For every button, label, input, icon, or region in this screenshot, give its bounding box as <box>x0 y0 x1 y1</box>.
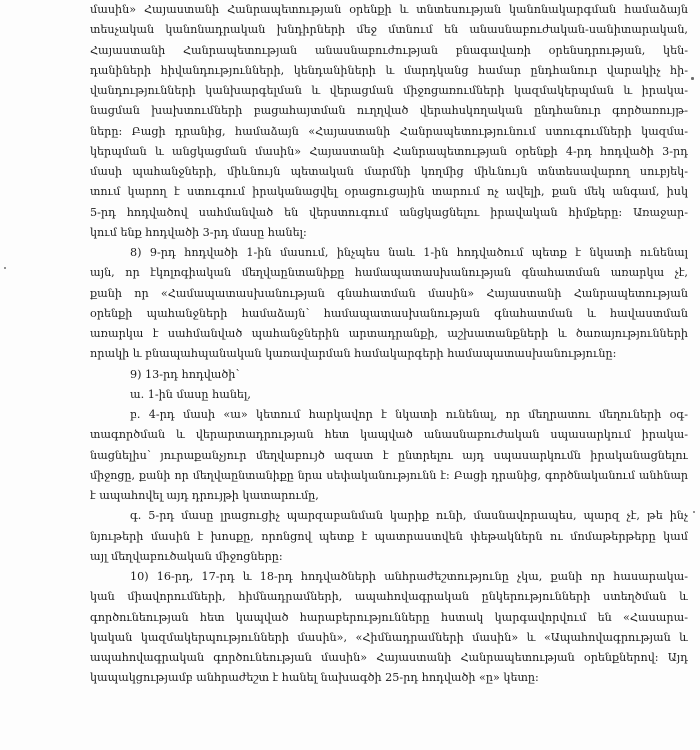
text-line: ները: Բացի դրանից, համաձայն «Հայաստանի Հանրապետությունում ստուգումների կազմա- <box>90 124 688 138</box>
text-line: գործունեության հետ կապված հարաբերությունները հստակ կարգավորվում են «Հասարա- <box>90 610 688 624</box>
text-line: մասի պահանջների, միևնույն պետական մարմնի կողմից միևնույն տնտեսավարող սուբյեկ- <box>90 165 688 178</box>
text-line: տեսչական կանոնադրական խնդիրների մեջ մտնում են անասնաբուժական-սանիտարական, <box>90 23 688 37</box>
paragraph <box>90 0 688 243</box>
text-line: կերպման և անցկացման մասին» Հայաստանի Հանրապետության օրենքի 4-րդ հոդվածի 3-րդ <box>90 144 688 158</box>
text-line: կապակցությամբ անհրաժեշտ է հանել նախագծի 25-րդ հոդվածի «ը» կետը: <box>90 671 539 685</box>
text-line: նյութերի մասին է խոսքը, որոնցով պետք է պատրաստվեն փեթակներն ու մոմաթերթերը կամ <box>90 529 688 543</box>
paragraph-item-8 <box>90 243 688 365</box>
text-line: դանիների հիվանդությունների, կենդանիների և մարդկանց համար ընդհանուր վարակիչ հի- <box>90 63 688 77</box>
text-line: ա. 1-ին մասը հանել, <box>130 387 251 401</box>
text-line: տագործման և վերարտադրության հետ կապված անասնաբուժական սպասարկում իրակա- <box>90 428 688 442</box>
text-line: այլ մեղվաբուծական միջոցները: <box>90 549 283 563</box>
text-line: ապահովագրական գործունեության մասին» Հայաստանի Հանրապետության օրենքներով: Այդ <box>90 651 688 664</box>
paragraph-sub-b <box>90 405 688 506</box>
scan-speck <box>693 511 695 513</box>
paragraph-sub-g <box>90 506 688 567</box>
text-line: կական կազմակերպությունների մասին», «Հիմնադրամների մասին» և «Ապահովագրության և <box>90 630 688 644</box>
text-line: 8) 9-րդ հոդվածի 1-ին մասում, ինչպես նաև 1-ին հոդվածում պետք է նկատի ունենալ <box>130 246 688 259</box>
paragraph-sub-a <box>90 385 688 405</box>
text-line: միջոցը, քանի որ մեղվաընտանիքը նրա սեփականությունն է: Բացի դրանից, գործնականում անհնար <box>90 468 688 482</box>
text-line: օրենքի պահանջների համաձայն՝ համապատասխանության գնահատման և հավաստման <box>90 306 688 320</box>
text-line: Հայաստանի Հանրապետության անասնաբուժության բնագավառի օրենսդրության, կեն- <box>90 43 688 57</box>
text-line: բ. 4-րդ մասի «ա» կետում հարկավոր է նկատի ունենալ, որ մեղրատու մեղուների օգ- <box>130 408 688 421</box>
text-line: տում կարող է ստուգում իրականացվել օրացուցային տարում ոչ ավելի, քան մեկ անգամ, իսկ <box>90 185 688 199</box>
text-line: մասին» Հայաստանի Հանրապետության օրենքի և տնտեսության կանոնակարգման համաձայն <box>90 3 688 16</box>
scan-speck <box>691 77 694 80</box>
text-line: 5-րդ հոդվածով սահմանված են վերստուգում անցկացնելու իրավական հիմքերը: Առաջար- <box>90 205 688 219</box>
paragraph-item-10 <box>90 567 688 689</box>
text-line: է ապահովել այդ դրույթի կատարումը, <box>90 489 319 502</box>
text-line: քանի որ «Համապատասխանության գնահատման մասին» Հայաստանի Հանրապետության <box>90 286 688 300</box>
text-line: կում ենք հոդվածի 3-րդ մասը հանել: <box>90 225 307 239</box>
text-line: առարկա է սահմանված պահանջներին արտադրանքի, աշխատանքների և ծառայությունների <box>90 327 688 340</box>
text-line: նացման խախտումների բացահայտման ուղղված վերահսկողական ընդհանուր գործառույթ- <box>90 104 688 118</box>
text-line: այն, որ էկոլոգիական մեղվաընտանիքը համապատասխանության գնահատման առարկա չէ, <box>90 266 688 280</box>
text-line: վանդությունների կանխարգելման և վերացման միջոցառումների կազմակերպման և իրակա- <box>90 84 688 97</box>
text-line: 9) 13-րդ հոդվածի՝ <box>130 367 240 381</box>
scan-speck <box>4 267 6 269</box>
text-line: որակի և բնապահպանական կառավարման համակարգերի համապատասխանությունը: <box>90 347 617 361</box>
text-line: նացնելիս՝ յուրաքանչյուր մեղվաբույծ ազատ է ընտրելու այդ սպասարկումն իրականացնելու <box>90 448 688 462</box>
paragraph-item-9 <box>90 365 688 385</box>
text-line: գ. 5-րդ մասը լրացուցիչ պարզաբանման կարիք ունի, մասնավորապես, պարզ չէ, թե ինչ <box>130 509 688 523</box>
document-body <box>90 0 688 689</box>
text-line: 10) 16-րդ, 17-րդ և 18-րդ հոդվածների անհրաժեշտությունը չկա, քանի որ հասարակա- <box>130 570 688 583</box>
text-line: կան միավորումների, հիմնադրամների, ապահովագրական ընկերությունների ստեղծման և <box>90 590 688 604</box>
